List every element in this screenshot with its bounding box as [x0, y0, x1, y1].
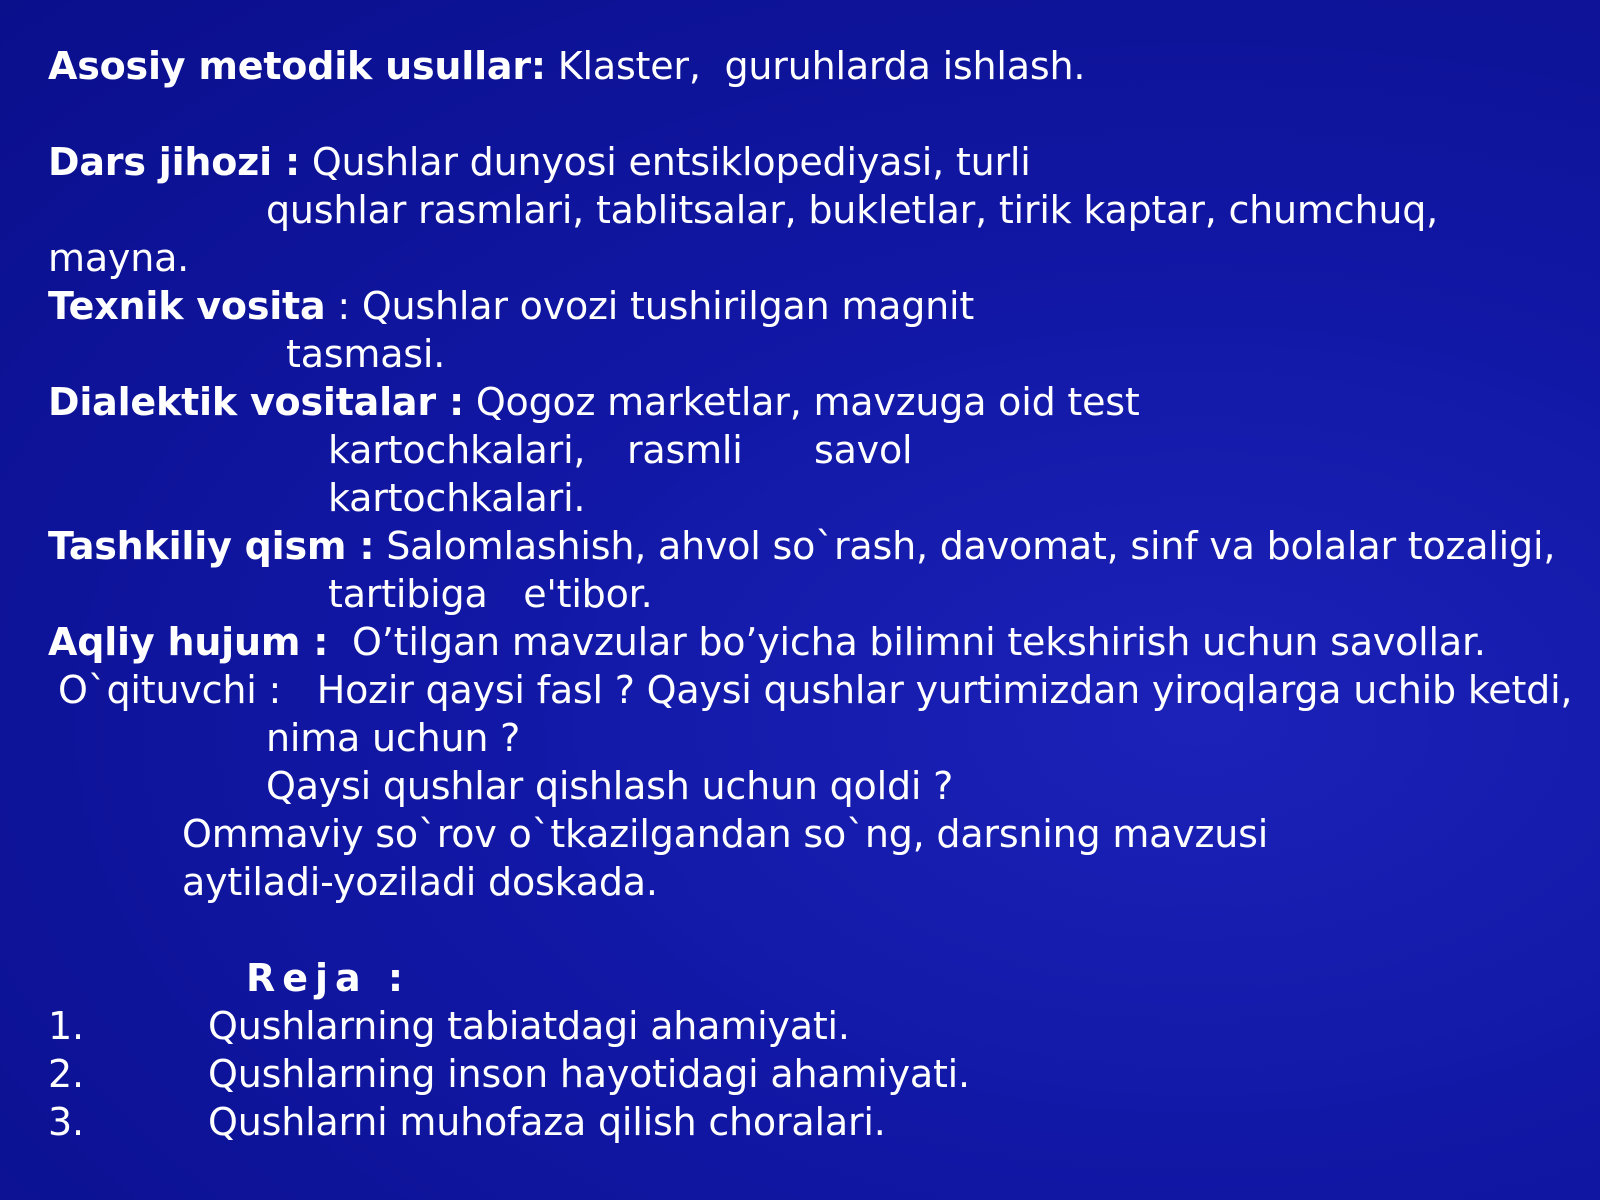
teacher-line-2: nima uchun ? [266, 716, 521, 760]
teacher-line-3: Qaysi qushlar qishlash uchun qoldi ? [266, 764, 954, 808]
methods-text: Klaster, guruhlarda ishlash. [545, 44, 1086, 88]
methods-label: Asosiy metodik usullar: [48, 44, 546, 88]
equipment-line-1 [48, 138, 1031, 186]
plan-item-2-text: Qushlarning inson hayotidagi ahamiyati. [208, 1052, 970, 1096]
plan-item-1-text: Qushlarning tabiatdagi ahamiyati. [208, 1004, 850, 1048]
technical-line-1 [48, 282, 974, 330]
dialectic-text-1: Qogoz marketlar, mavzuga oid test [463, 380, 1140, 424]
equipment-line-2: qushlar rasmlari, tablitsalar, bukletlar, tirik kaptar, chumchuq, [266, 188, 1439, 232]
equipment-text-1: Qushlar dunyosi entsiklopediyasi, turli [299, 140, 1031, 184]
dialectic-line-3: kartochkalari. [328, 476, 586, 520]
plan-item-3-text: Qushlarni muhofaza qilish choralari. [208, 1100, 886, 1144]
equipment-line-3: mayna. [48, 236, 190, 280]
plan-item-3-num: 3. [48, 1100, 84, 1144]
plan-item-1-num: 1. [48, 1004, 84, 1048]
plan-title: Reja : [246, 956, 411, 1000]
brainstorm-text: O’tilgan mavzular bo’yicha bilimni tekshirish uchun savollar. [328, 620, 1486, 664]
dialectic-label: Dialektik vositalar : [48, 380, 464, 424]
organizational-line-2: tartibiga e'tibor. [328, 572, 653, 616]
organizational-label: Tashkiliy qism : [48, 524, 375, 568]
technical-label: Texnik vosita [48, 284, 326, 328]
technical-line-2: tasmasi. [286, 332, 446, 376]
teacher-line-1: O`qituvchi : Hozir qaysi fasl ? Qaysi qushlar yurtimizdan yiroqlarga uchib ketdi, [58, 668, 1573, 712]
dialectic-line-1 [48, 378, 1140, 426]
dialectic-line-2a: kartochkalari, [328, 428, 586, 472]
dialectic-line-2b: rasmli [627, 428, 743, 472]
brainstorm-line [48, 618, 1486, 666]
equipment-label: Dars jihozi : [48, 140, 300, 184]
brainstorm-label: Aqliy hujum : [48, 620, 329, 664]
survey-line-2: aytiladi-yoziladi doskada. [182, 860, 658, 904]
methods-line [48, 42, 1085, 90]
organizational-text-1: Salomlashish, ahvol so`rash, davomat, sinf va bolalar tozaligi, [374, 524, 1556, 568]
dialectic-line-2c: savol [814, 428, 913, 472]
technical-text-1: : Qushlar ovozi tushirilgan magnit [325, 284, 975, 328]
organizational-line-1 [48, 522, 1555, 570]
survey-line-1: Ommaviy so`rov o`tkazilgandan so`ng, darsning mavzusi [182, 812, 1269, 856]
plan-item-2-num: 2. [48, 1052, 84, 1096]
